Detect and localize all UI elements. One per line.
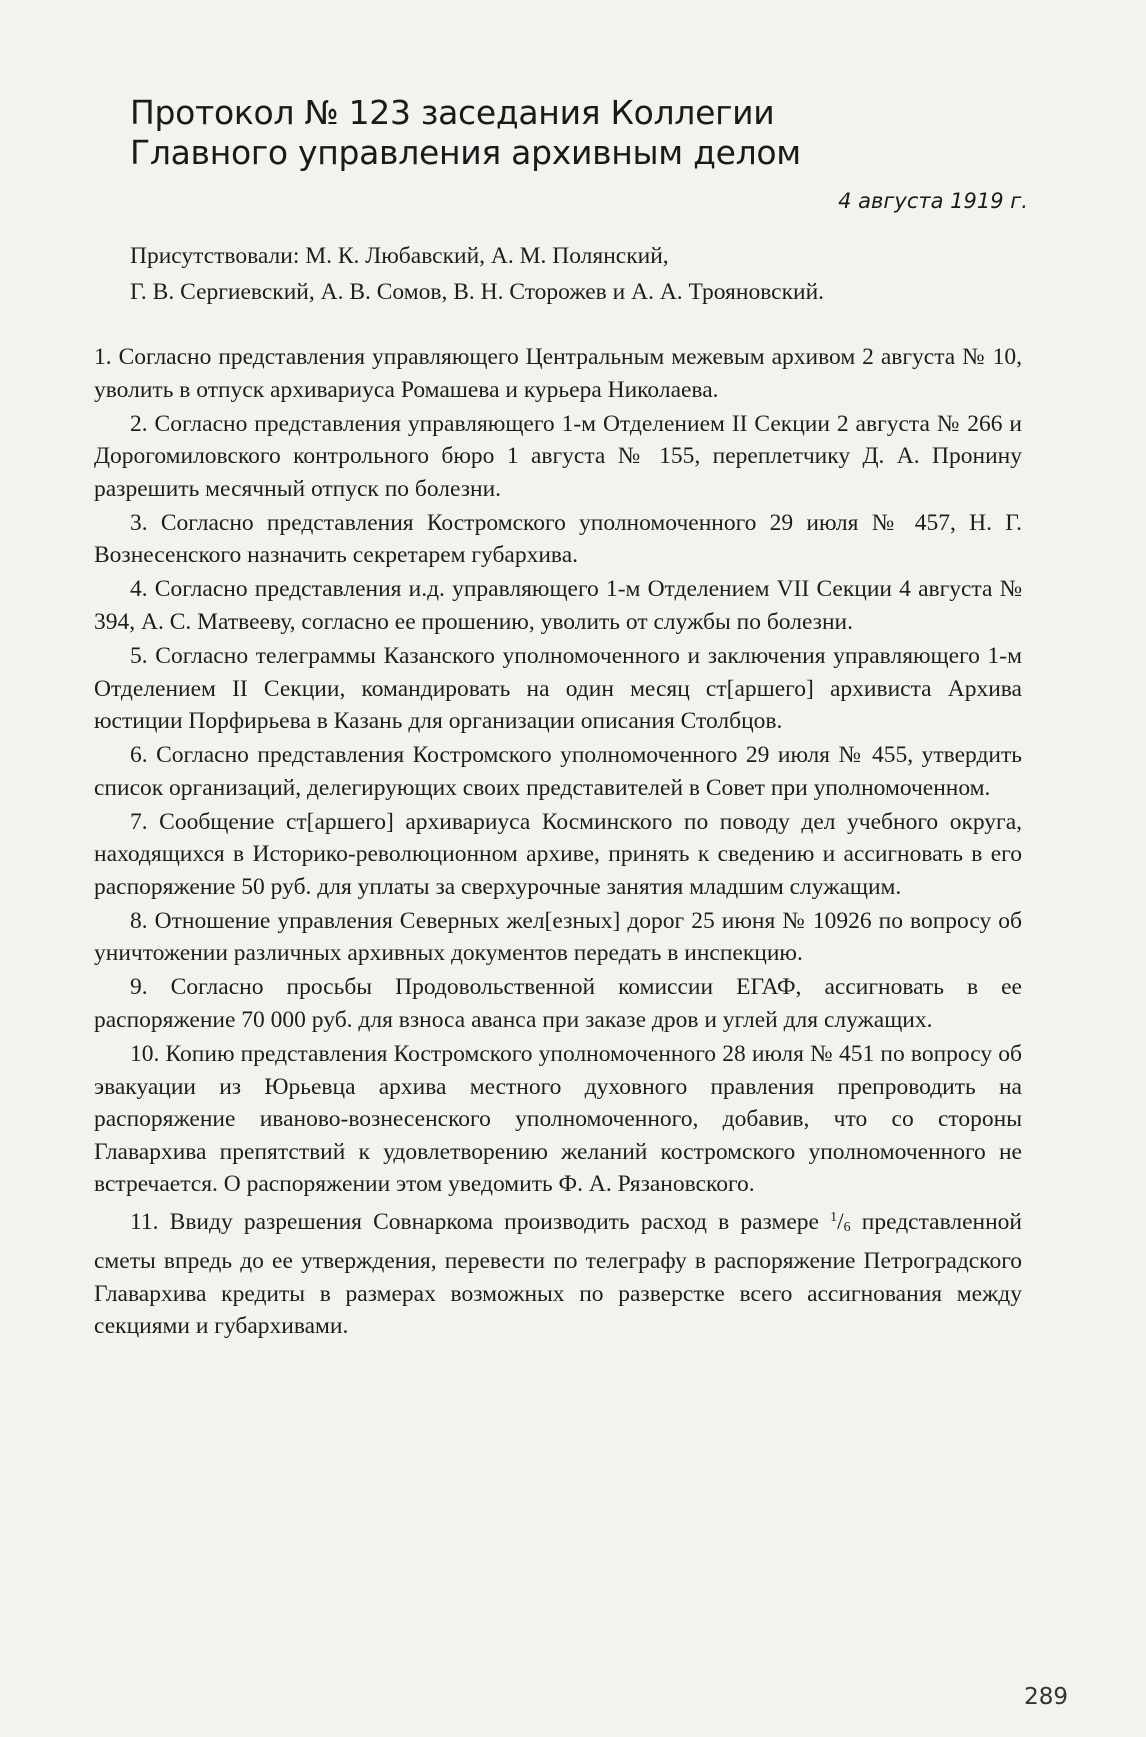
fraction-numerator: 1 bbox=[830, 1210, 838, 1226]
protocol-date: 4 августа 1919 г. bbox=[838, 189, 1028, 213]
protocol-item-9: 9. Согласно просьбы Продовольственной комиссии ЕГАФ, ассигновать в ее распоряжение 70 000 руб. для взноса аванса при заказе дров и углей для служащих. bbox=[94, 974, 1022, 1033]
protocol-item-3: 3. Согласно представления Костромского уполномоченного 29 июля № 457, Н. Г. Вознесенского назначить секретарем губархива. bbox=[94, 509, 1022, 569]
protocol-item-7: 7. Сообщение ст[аршего] архивариуса Косминского по поводу дел учебного округа, находящихся в Историко-революционном архиве, принять к сведению и ассигновать в его распоряжение 50 руб. для уплаты за сверхурочные занятия младшим служащим. bbox=[94, 808, 1022, 900]
protocol-item-6: 6. Согласно представления Костромского уполномоченного 29 июля № 455, утвердить список организаций, делегирующих своих представителей в Совет при уполномоченном. bbox=[94, 742, 1022, 801]
protocol-body bbox=[94, 341, 1022, 1344]
protocol-item-8: 8. Отношение управления Северных жел[езных] дорог 25 июня № 10926 по вопросу об уничтожении различных архивных документов передать в инспекцию. bbox=[94, 907, 1022, 967]
title-line-1: Протокол № 123 заседания Коллегии bbox=[130, 93, 775, 132]
protocol-item-5: 5. Согласно телеграммы Казанского уполномоченного и заключения управляющего 1-м Отделением II Секции, командировать на один месяц ст[аршего] архивиста Архива юстиции Порфирьева в Казань для организации описания Столбцов. bbox=[94, 642, 1022, 735]
protocol-item-10: 10. Копию представления Костромского уполномоченного 28 июля № 451 по вопросу об эвакуации из Юрьевца архива местного духовного правления препроводить на распоряжение иваново-вознесенского уполномоченного, добавив, что со стороны Главархива препятствий к удовлетворению желаний костромского уполномоченного не встречается. О распоряжении этом уведомить Ф. А. Рязановского. bbox=[94, 1040, 1022, 1198]
title-line-2: Главного управления архивным делом bbox=[130, 133, 801, 172]
item-11-text-before: 11. Ввиду разрешения Совнаркома производить расход в размере bbox=[130, 1209, 819, 1236]
protocol-item-2: 2. Согласно представления управляющего 1-м Отделением II Секции 2 августа № 266 и Дорогомиловского контрольного бюро 1 августа № 155, переплетчику Д. А. Пронину разрешить месячный отпуск по болезни. bbox=[94, 410, 1022, 502]
attendees-line-2: Г. В. Сергиевский, А. В. Сомов, В. Н. Сторожев и А. А. Трояновский. bbox=[130, 279, 825, 305]
item-11-text-after: представленной сметы впредь до ее утверждения, перевести по телеграфу в распоряжение Петроградского Главархива кредиты в размерах возможных по разверстке всего ассигнования между секциями и губархивами. bbox=[94, 1209, 1022, 1340]
protocol-item-1: 1. Согласно представления управляющего Центральным межевым архивом 2 августа № 10, уволить в отпуск архивариуса Ромашева и курьера Николаева. bbox=[94, 344, 1022, 403]
attendees-list bbox=[130, 238, 1030, 310]
attendees-line-1: Присутствовали: М. К. Любавский, А. М. Полянский, bbox=[130, 243, 669, 269]
fraction-denominator: 6 bbox=[843, 1220, 851, 1236]
protocol-item-11: 11. Ввиду разрешения Совнаркома производить расход в размере $^1/_6$ представленной сметы впредь до ее утверждения, перевести по телеграфу в распоряжение Петроградского Главархива кредиты в размерах возможных по разверстке всего ассигнования между секциями и губархивами. bbox=[94, 1209, 1022, 1340]
page-number: 289 bbox=[1024, 1684, 1068, 1710]
protocol-title bbox=[130, 93, 1030, 173]
protocol-item-4: 4. Согласно представления и.д. управляющего 1-м Отделением VII Секции 4 августа № 394, А. С. Матвееву, согласно ее прошению, уволить от службы по болезни. bbox=[94, 576, 1022, 635]
